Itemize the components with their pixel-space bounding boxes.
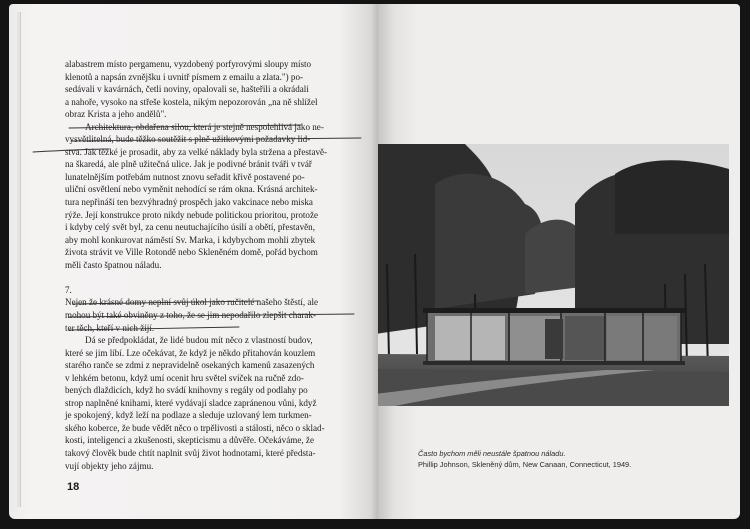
page-number: 18 — [67, 481, 80, 493]
text-line: alabastrem místo pergamenu, vyzdobený porfyrovými sloupy místo — [65, 59, 312, 69]
text-line: života strávit ve Ville Rotondě nebo Skleněném domě, pořád bychom — [65, 247, 318, 258]
paragraph-4 — [65, 334, 371, 472]
text-line: ského koberce, že bude vědět něco o trpělivosti a stálosti, něco o sklad- — [65, 422, 325, 433]
text-line: obraz Krista a jeho andělů". — [65, 109, 167, 120]
text-line: Nejen že krásné domy neplní svůj úkol jako ručitelé našeho štěstí, ale — [65, 297, 319, 308]
text-line: mohou být také obviněny z toho, že se jim nepodařilo zlepšit charak- — [65, 309, 317, 320]
paragraph-1 — [65, 58, 371, 121]
text-line: tura nepřináší ten bezvýhradný prospěch jako vakcinace nebo miska — [65, 197, 313, 208]
text-line: ter těch, kteří v nich žijí. — [65, 322, 155, 333]
text-line: bených dlaždicích, když ho svádí knihovny s regály od podlahy po — [65, 385, 308, 396]
page-edge-lines — [20, 12, 31, 507]
text-line: měli často špatnou náladu. — [65, 259, 162, 270]
text-line: vysvětlitelná, bude těžko soutěžit s plně užitkovými požadavky lid- — [65, 134, 311, 145]
caption-quote: Často bychom měli neustále špatnou náladu. — [418, 449, 566, 458]
text-line: a nahoře, vysoko na střeše kostela, nikým nepozorován „na ně shlížel — [65, 96, 318, 107]
left-page-text — [65, 58, 371, 472]
text-line: klenotů a napsán zvnějšku i uvnitř písmem z emailu a zlata.") po- — [65, 71, 304, 82]
left-page — [9, 4, 378, 519]
text-line: které se jim líbí. Lze očekávat, že když je někdo přitahován kouzlem — [65, 347, 316, 358]
text-line: je spokojený, když leží na podlaze a sleduje uzlovaný lem turkmen- — [65, 410, 312, 421]
text-line: rýže. Její konstrukce proto nikdy nebude politickou prioritou, protože — [65, 209, 319, 220]
section-number: 7. — [65, 284, 72, 295]
text-line: i kdyby celý svět byl, za cenu neutuchajícího úsilí a obětí, přestavěn, — [65, 222, 316, 233]
text-line: lunatelnějším potřebám nutnost znovu seřadit křivě postavené po- — [65, 171, 305, 182]
text-line: Dá se předpokládat, že lidé budou mít něco z vlastností budov, — [85, 335, 313, 346]
caption-credit: Phillip Johnson, Skleněný dům, New Canaan, Connecticut, 1949. — [418, 460, 632, 469]
text-line: takový člověk bude chtít naplnit svůj život hodnotami, které předsta- — [65, 448, 316, 458]
text-line: strop naplněné knihami, které vydávají sladce zapránenou vůni, když — [65, 397, 317, 408]
paragraph-2 — [65, 121, 371, 272]
text-line: stva. Jak těžké je prosadit, aby za velké náklady byla stržena a přestavě- — [65, 146, 328, 157]
text-line: starého ranče se zdmi z nepravidelně osekaných kamenů zasazených — [65, 360, 315, 371]
text-line: aby mohl konkurovat náměstí Sv. Marka, i kdybychom mohli zbytek — [65, 234, 316, 245]
text-line: Architektura, obdařena silou, která je stejně nespolehlivá jako ne- — [85, 121, 324, 132]
paragraph-3 — [65, 296, 371, 334]
right-page — [378, 4, 740, 519]
text-line: na škaredá, ale plně užitečná ulice. Jak je podivné bránit tváři v tvář — [65, 159, 312, 170]
text-line: uliční osvětlení nebo vyměnit nehodící se rám okna. Krásná architek- — [65, 184, 318, 195]
text-line: vují objekty jeho zájmu. — [65, 460, 154, 471]
text-line: sedávali v kavárnách, četli noviny, opalovali se, hašteřili a okrádali — [65, 84, 309, 95]
glass-house-photo — [378, 144, 729, 406]
photo-caption — [418, 448, 718, 470]
text-line: v lehkém betonu, když umí ocenit hru světel svíček na ručně zdo- — [65, 372, 304, 383]
text-line: kosti, inteligenci a zkušenosti, skepticismu a důvěře. Očekáváme, že — [65, 435, 314, 446]
